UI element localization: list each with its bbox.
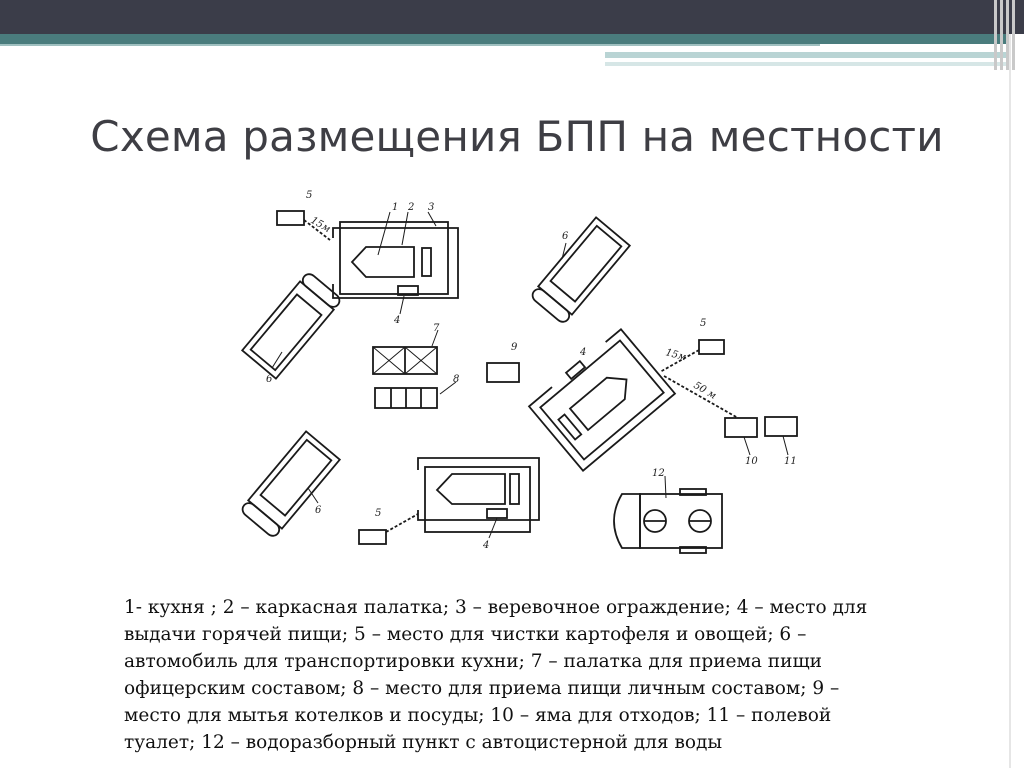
label-4-bottom: 4 [483,540,490,551]
label-50m: 50 м [691,380,718,402]
legend-line: 1- кухня ; 2 – каркасная палатка; 3 – веревочное ограждение; 4 – место для [124,597,868,618]
label-5-right: 5 [700,318,707,329]
field-toilet [765,417,797,436]
label-10: 10 [745,456,758,467]
label-5-bottom: 5 [375,508,382,519]
legend-line: офицерским составом; 8 – место для приема пищи личным составом; 9 – [124,678,840,699]
label-7: 7 [433,323,440,334]
label-6-left-lower: 6 [315,505,322,516]
label-1: 1 [392,202,399,213]
kitchen-unit-bottom [359,458,539,544]
label-6-upper-middle: 6 [562,231,569,242]
waste-pit [725,418,757,437]
label-3: 3 [428,202,435,213]
serving-point [566,361,585,379]
kitchen-unit-right [528,328,675,471]
vehicle-left-upper [242,271,342,378]
label-5-top: 5 [306,190,313,201]
legend-line: туалет; 12 – водоразборный пункт с автоцистерной для воды [124,732,723,753]
label-11: 11 [784,456,797,467]
legend-line: автомобиль для транспортировки кухни; 7 – палатка для приема пищи [124,651,822,672]
vehicle-left-lower [240,431,340,538]
legend-line: место для мытья котелков и посуды; 10 – яма для отходов; 11 – полевой [124,705,832,726]
label-8: 8 [453,374,460,385]
peeling-place-right [699,340,724,354]
legend [124,594,944,756]
personnel-eating-place [375,388,437,408]
label-12: 12 [652,468,665,479]
distance-arrow [386,514,418,532]
kitchen-tailboard [422,248,431,276]
kitchen-vehicle [437,474,505,504]
slide-title: Схема размещения БПП на местности [90,112,944,161]
label-6-left-upper: 6 [266,374,273,385]
label-9: 9 [511,342,518,353]
kitchen-unit-top [277,211,458,314]
peeling-place [359,530,386,544]
label-4-top: 4 [394,315,401,326]
kitchen-vehicle [352,247,414,277]
washing-place [487,363,519,382]
label-15m-top: 15м [308,215,333,236]
rope-fence [529,329,675,470]
label-15m-right: 15м [664,347,688,364]
kitchen-vehicle [570,369,635,430]
label-2: 2 [408,202,415,213]
label-4-right: 4 [580,347,587,358]
officers-tent [373,347,437,374]
tent-frame [425,467,530,532]
kitchen-tailboard [510,474,519,504]
peeling-place [277,211,304,225]
serving-point [487,509,507,518]
vehicle-upper-middle [530,217,630,324]
legend-line: выдачи горячей пищи; 5 – место для чистки картофеля и овощей; 6 – [124,624,807,645]
water-point [614,476,722,553]
